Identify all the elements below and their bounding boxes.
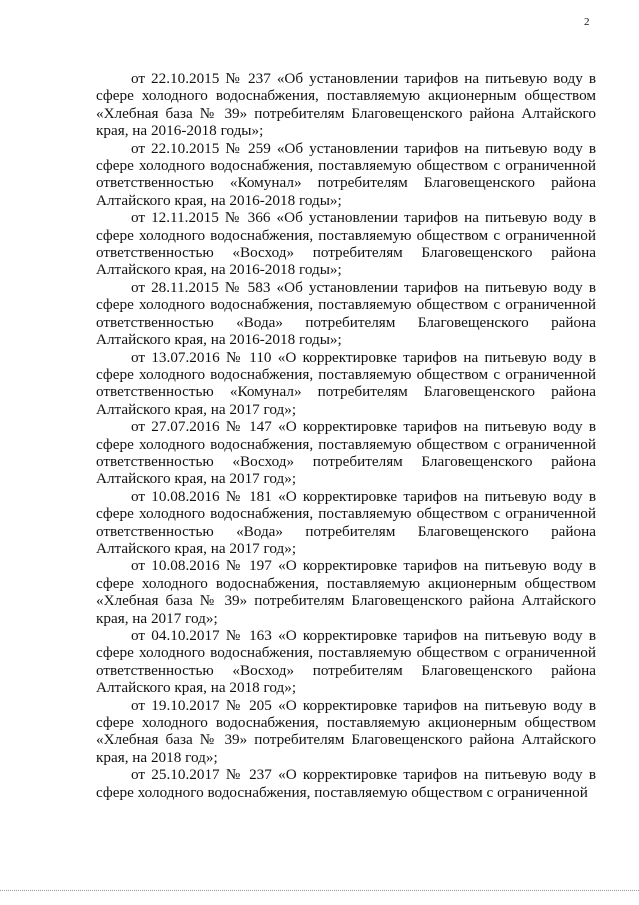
paragraph-8: от 10.08.2016 № 197 «О корректировке тарифов на питьевую воду в сфере холодного водоснабжения, поставляемую акционерным обществом «Хлебная база № 39» потребителям Благовещенского района Алтайского края, на 2017 год»; [96,557,596,627]
paragraph-3: от 12.11.2015 № 366 «Об установлении тарифов на питьевую воду в сфере холодного водоснабжения, поставляемую обществом с ограниченной ответственностью «Восход» потребителям Благовещенского района Алтайского края, на 2016-2018 годы»; [96,209,596,279]
paragraph-2: от 22.10.2015 № 259 «Об установлении тарифов на питьевую воду в сфере холодного водоснабжения, поставляемую обществом с ограниченной ответственностью «Комунал» потребителям Благовещенского района Алтайского края, на 2016-2018 годы»; [96,139,596,209]
paragraph-9: от 04.10.2017 № 163 «О корректировке тарифов на питьевую воду в сфере холодного водоснабжения, поставляемую обществом с ограниченной ответственностью «Восход» потребителям Благовещенского района Алтайского края, на 2018 год»; [96,627,596,697]
page-number: 2 [584,16,590,28]
paragraph-6: от 27.07.2016 № 147 «О корректировке тарифов на питьевую воду в сфере холодного водоснабжения, поставляемую обществом с ограниченной ответственностью «Восход» потребителям Благовещенского района Алтайского края, на 2017 год»; [96,418,596,488]
paragraph-5: от 13.07.2016 № 110 «О корректировке тарифов на питьевую воду в сфере холодного водоснабжения, поставляемую обществом с ограниченной ответственностью «Комунал» потребителям Благовещенского района Алтайского края, на 2017 год»; [96,348,596,418]
paragraph-7: от 10.08.2016 № 181 «О корректировке тарифов на питьевую воду в сфере холодного водоснабжения, поставляемую обществом с ограниченной ответственностью «Вода» потребителям Благовещенского района Алтайского края, на 2017 год»; [96,487,596,557]
document-body [96,70,596,801]
paragraph-1: от 22.10.2015 № 237 «Об установлении тарифов на питьевую воду в сфере холодного водоснабжения, поставляемую акционерным обществом «Хлебная база № 39» потребителям Благовещенского района Алтайского края, на 2016-2018 годы»; [96,70,596,140]
paragraph-11: от 25.10.2017 № 237 «О корректировке тарифов на питьевую воду в сфере холодного водоснабжения, поставляемую обществом с ограниченной [96,766,596,801]
page-bottom-divider [0,890,639,891]
paragraph-10: от 19.10.2017 № 205 «О корректировке тарифов на питьевую воду в сфере холодного водоснабжения, поставляемую акционерным обществом «Хлебная база № 39» потребителям Благовещенского района Алтайского края, на 2018 год»; [96,696,596,766]
paragraph-4: от 28.11.2015 № 583 «Об установлении тарифов на питьевую воду в сфере холодного водоснабжения, поставляемую обществом с ограниченной ответственностью «Вода» потребителям Благовещенского района Алтайского края, на 2016-2018 годы»; [96,278,596,349]
